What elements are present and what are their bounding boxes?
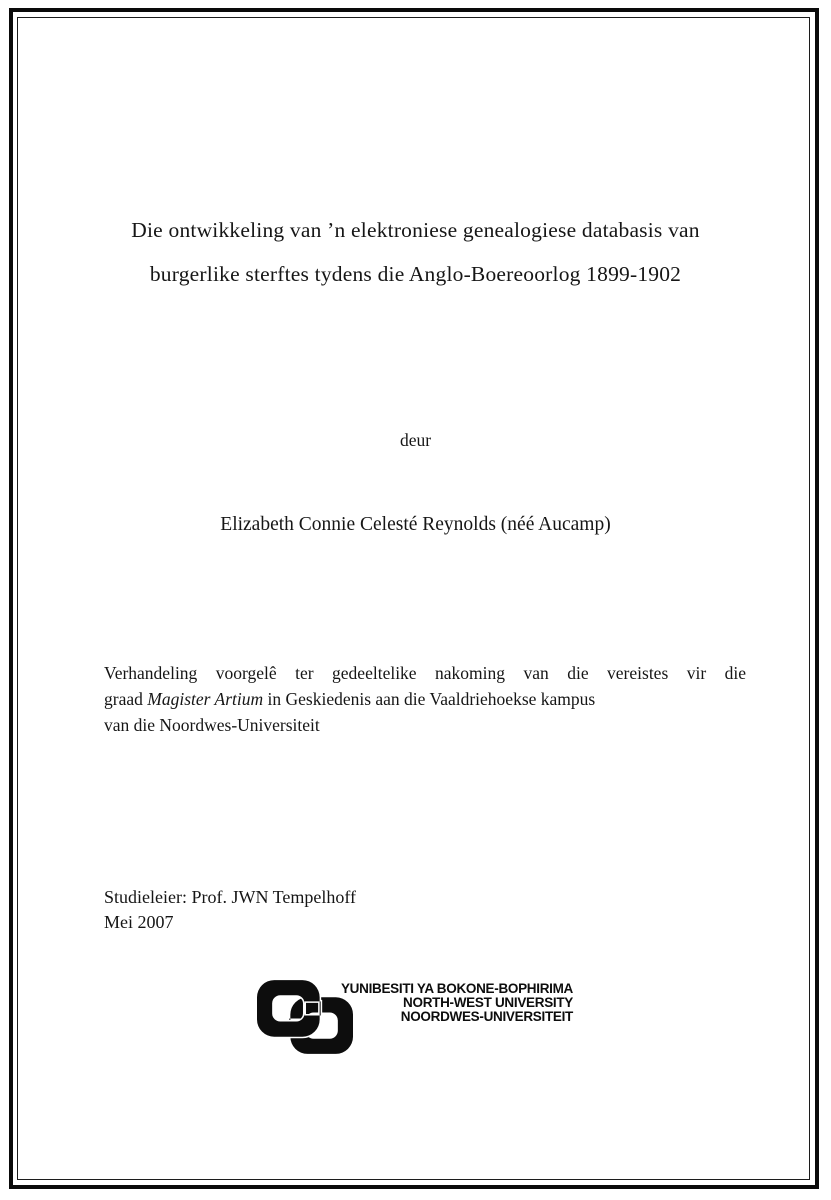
thesis-title-line2: burgerlike sterftes tydens die Anglo-Boereoorlog 1899-1902 — [149, 262, 682, 286]
degree-name: Magister Artium — [147, 689, 264, 709]
thesis-title-line1: Die ontwikkeling van ’n elektroniese genealogiese databasis van — [131, 218, 700, 242]
date-line: Mei 2007 — [104, 912, 174, 932]
submission-line2-post: in Geskiedenis aan die Vaaldriehoekse kampus — [263, 689, 596, 709]
submission-line3: van die Noordwes-Universiteit — [104, 715, 320, 735]
author-name: Elizabeth Connie Celesté Reynolds (néé Aucamp) — [220, 514, 611, 535]
submission-line2 — [104, 686, 746, 712]
university-logo-text — [323, 982, 573, 1023]
logo-line-setswana: YUNIBESITI YA BOKONE-BOPHIRIMA — [340, 981, 573, 996]
supervisor-line: Studieleier: Prof. JWN Tempelhoff — [104, 887, 357, 907]
submission-statement — [104, 660, 746, 738]
thesis-title — [60, 208, 771, 296]
submission-line1: Verhandeling voorgelê ter gedeeltelike nakoming van die vereistes vir die — [104, 663, 746, 683]
university-logo — [257, 976, 577, 1056]
supervisor-and-date — [104, 885, 356, 935]
byline-deur: deur — [399, 430, 432, 450]
logo-line-afrikaans: NOORDWES-UNIVERSITEIT — [400, 1008, 573, 1024]
logo-line-english: NORTH-WEST UNIVERSITY — [403, 994, 573, 1010]
submission-line2-pre: graad — [104, 689, 148, 709]
